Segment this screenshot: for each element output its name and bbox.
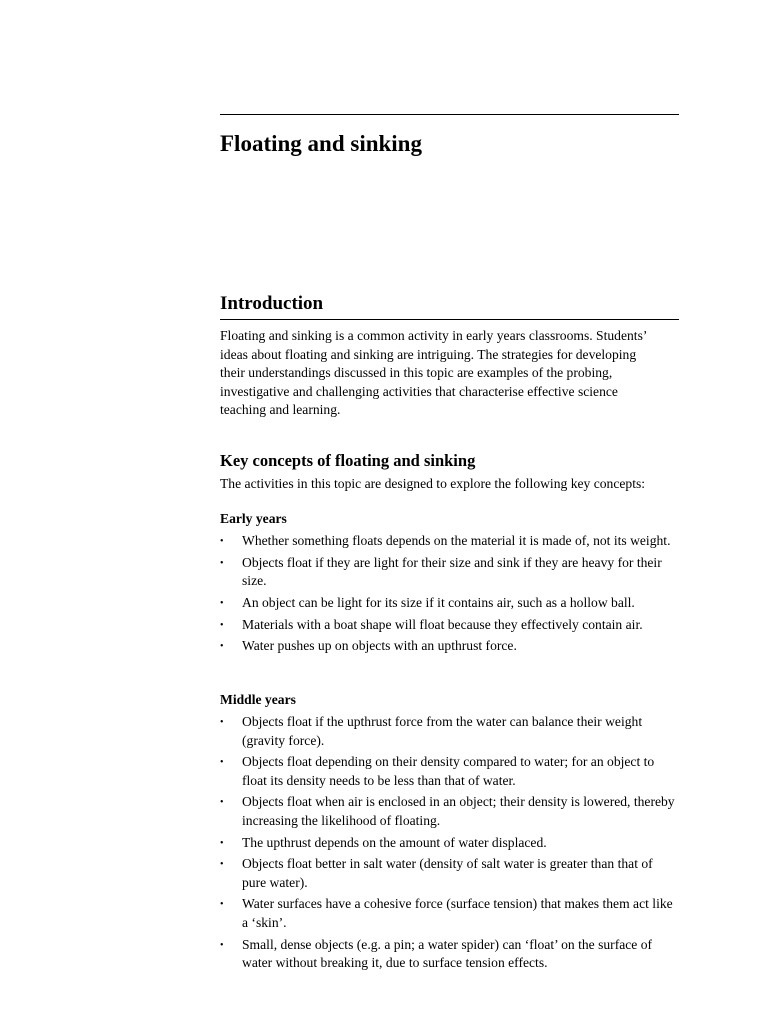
list-item [220, 637, 679, 656]
bullet-icon: • [220, 837, 224, 849]
list-item [220, 753, 679, 790]
bullet-icon: • [220, 797, 224, 809]
bullet-icon: • [220, 757, 224, 769]
page-title: Floating and sinking [220, 131, 422, 156]
list-item [220, 713, 679, 750]
key-concepts-heading: Key concepts of floating and sinking [220, 451, 476, 470]
top-divider [220, 114, 679, 115]
list-item-text: Objects float depending on their density compared to water; for an object to float its density needs to be less than that of water. [242, 754, 655, 788]
list-item [220, 594, 679, 613]
bullet-icon: • [220, 641, 224, 653]
list-item-text: Objects float if the upthrust force from the water can balance their weight (gravity force). [242, 714, 643, 748]
list-item-text: An object can be light for its size if it contains air, such as a hollow ball. [242, 594, 635, 610]
bullet-icon: • [220, 717, 224, 728]
bullet-icon: • [220, 557, 224, 569]
bullet-icon: • [220, 859, 224, 871]
middle-years-list [220, 713, 679, 976]
key-concepts-intro: The activities in this topic are designed to explore the following key concepts: [220, 476, 646, 491]
list-item-text: Materials with a boat shape will float because they effectively contain air. [242, 616, 643, 632]
introduction-divider [220, 319, 679, 320]
list-item [220, 855, 679, 892]
bullet-icon: • [220, 536, 224, 547]
list-item [220, 532, 679, 551]
early-years-list [220, 532, 679, 659]
early-years-heading: Early years [220, 511, 287, 526]
list-item [220, 895, 679, 932]
bullet-icon: • [220, 939, 224, 951]
list-item-text: The upthrust depends on the amount of water displaced. [242, 834, 547, 850]
bullet-icon: • [220, 619, 224, 631]
list-item-text: Objects float when air is enclosed in an object; their density is lowered, thereby increasing the likelihood of floating. [242, 794, 675, 828]
list-item-text: Small, dense objects (e.g. a pin; a water spider) can ‘float’ on the surface of water without breaking it, due to surface tension effects. [242, 936, 653, 971]
introduction-heading: Introduction [220, 293, 324, 314]
list-item-text: Water pushes up on objects with an upthrust force. [242, 638, 517, 654]
list-item-text: Whether something floats depends on the material it is made of, not its weight. [242, 533, 671, 548]
list-item-text: Water surfaces have a cohesive force (surface tension) that makes them act like a ‘skin’. [242, 896, 673, 930]
list-item [220, 793, 679, 830]
list-item [220, 936, 679, 973]
list-item-text: Objects float better in salt water (density of salt water is greater than that of pure water). [242, 856, 653, 890]
list-item [220, 554, 679, 591]
list-item [220, 616, 679, 635]
introduction-paragraph: Floating and sinking is a common activity in early years classrooms. Students’ ideas about floating and sinking are intriguing. The strategies for developing their understandings discussed in this topic are examples of the probing, investigative and challenging activities that characterise effective science teaching and learning. [220, 328, 647, 417]
middle-years-heading: Middle years [220, 692, 296, 707]
bullet-icon: • [220, 899, 224, 911]
bullet-icon: • [220, 597, 224, 609]
list-item [220, 834, 679, 853]
list-item-text: Objects float if they are light for their size and sink if they are heavy for their size. [242, 554, 662, 589]
